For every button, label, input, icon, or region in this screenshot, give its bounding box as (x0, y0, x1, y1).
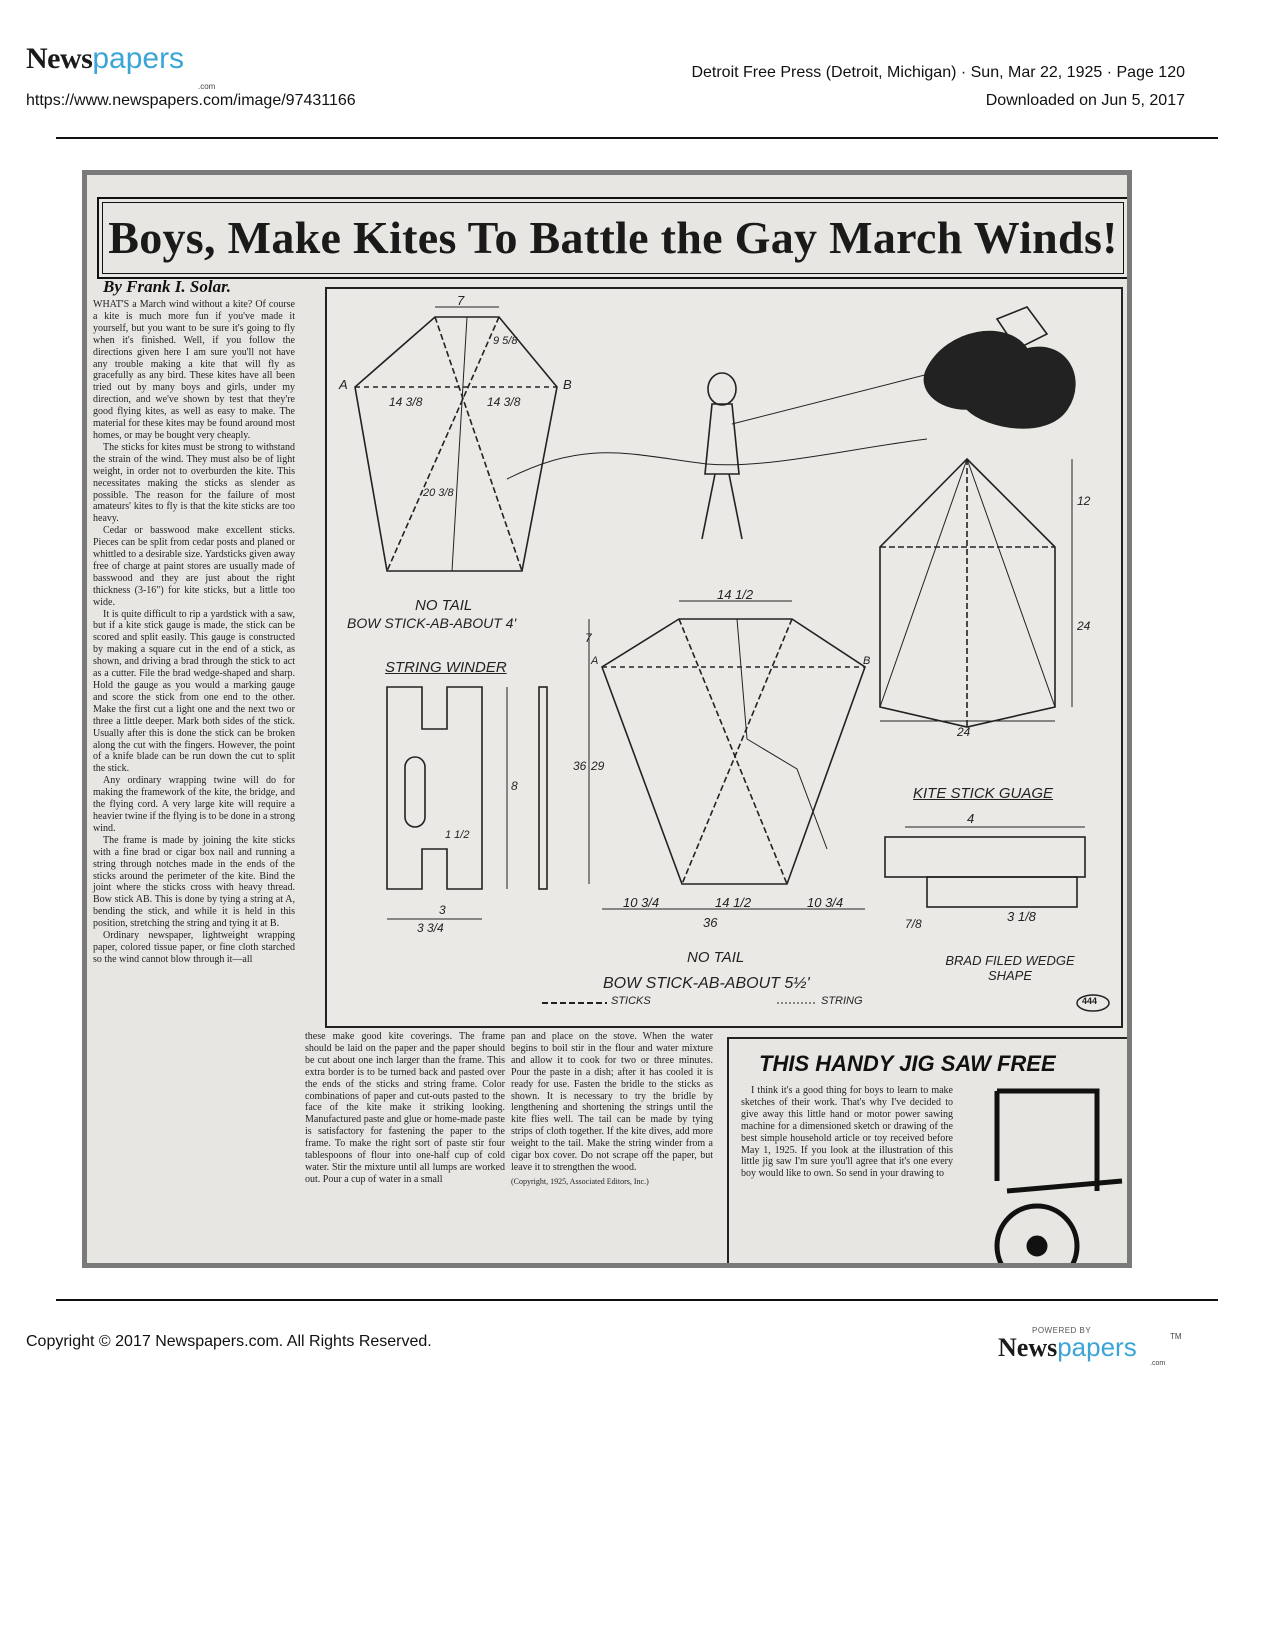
dim-label: 1 1/2 (445, 829, 470, 841)
jig-saw-table (1007, 1181, 1122, 1191)
footer-divider (56, 1299, 1218, 1301)
point-a-label: A (339, 377, 348, 392)
kite-2-cross (682, 619, 792, 884)
string-winder-label: STRING WINDER (385, 659, 507, 676)
legend-sticks: STICKS (611, 995, 651, 1007)
paragraph: Ordinary newspaper, lightweight wrapping paper, colored tissue paper, or fine cloth starched so the wind cannot blow through it—all (93, 930, 295, 965)
tree-cluster (924, 332, 1074, 428)
article-column-1 (93, 299, 295, 1263)
copyright-text: Copyright © 2017 Newspapers.com. All Rights Reserved. (26, 1333, 432, 1350)
article-column-2 (305, 1031, 505, 1263)
image-url[interactable]: https://www.newspapers.com/image/97431166 (26, 92, 356, 109)
article-column-3 (511, 1031, 713, 1263)
dim-label: 3 (439, 903, 446, 917)
kite-1-bridle (452, 317, 467, 571)
hills-line (507, 439, 927, 479)
string-winder-edge (539, 687, 547, 889)
dim-label: 3 1/8 (1007, 909, 1036, 924)
gauge-board (885, 837, 1085, 877)
dim-label: 24 (957, 725, 971, 739)
boy-head (708, 373, 736, 405)
article-headline: Boys, Make Kites To Battle the Gay March Winds! (108, 212, 1118, 263)
copyright-note: (Copyright, 1925, Associated Editors, Inc.) (511, 1176, 649, 1186)
paragraph: WHAT'S a March wind without a kite? Of course a kite is much more fun if you've made it yourself, but you want to be sure it's going to fly when it's finished. Well, if you follow the directions given here I am sure you'll not have any trouble making a kite that will fly as gracefully as any bird. These kites have all been tried out by many boys and girls, under my direction, and we've shown by test that they're good flying kites, as well as easy to make. The material for these kites may be found around most homes, or may be bought very cheaply. (93, 299, 295, 441)
jig-saw-ad (727, 1037, 1127, 1263)
headline-box (97, 197, 1127, 279)
newspaper-clipping (82, 170, 1132, 1268)
string-winder-shape (387, 687, 482, 889)
dim-label: 8 (511, 779, 518, 793)
paragraph: It is quite difficult to rip a yardstick with a saw, but if a kite stick gauge is made, the stick can be scored and split easily. This gauge is constructed by making a square cut in the end of a stick, as shown, and driving a brad through the stick to act as a cutter. File the brad wedge-shaped and sharp. Hold the gauge as you would a marking gauge and score the stick from one end to the other. Make the first cut a light one and the next two or three a little deeper. Mark both sides of the stick. Usually after this is done the stick can be broken along the cut with the fingers. However, the point of a knife blade can be run down the cut to split the stick. (93, 608, 295, 775)
point-a-label: A (591, 655, 599, 667)
legend-string: STRING (821, 995, 863, 1007)
paragraph: pan and place on the stove. When the water begins to boil stir in the flour and water mixture and allow it to cook for two or three minutes. Pour the paste in a dish; after it has cooled it is ready for use. Fasten the bridle to the sticks as shown. It is necessary to try the bridle by lengthening and shortening the strings until the kite flies well. The tail can be made by tying strips of cloth together. If the kite dives, add more weight to the tail. Make the string winder from a cigar box cover. Do not scrape off the paper, but leave it to strengthen the wood. (511, 1031, 713, 1173)
dim-label: 14 1/2 (715, 895, 752, 910)
dim-label: 10 3/4 (807, 895, 844, 910)
brad-wedge-label: BRAD FILED WEDGE SHAPE (945, 953, 1075, 983)
jig-saw-illustration (977, 1081, 1127, 1263)
kite-diagrams (327, 289, 1121, 1026)
kite-1-cross (387, 317, 499, 571)
kite-1-caption: BOW STICK-AB-ABOUT 4' (347, 615, 517, 631)
dim-label: 7/8 (905, 917, 922, 931)
paragraph: these make good kite coverings. The frame should be laid on the paper and the paper should be cut about one inch larger than the frame. This extra border is to be turned back and pasted over the ends of the sticks and string frame. Color combinations of paper and cut-outs pasted to the face of the kite make it striking looking. Manufactured paste and glue or home-made paste is satisfactory for fastening the paper to the frame. To make the right sort of paste stir four tablespoons of flour into one-half cup of cold water. Stir the mixture until all lumps are worked out. Pour a cup of water in a small (305, 1031, 505, 1185)
kite-2-spine (679, 619, 787, 884)
kite-2-caption: BOW STICK-AB-ABOUT 5½' (603, 975, 810, 992)
paragraph: Cedar or basswood make excellent sticks. Pieces can be split from cedar posts and planed or whittled to a desirable size. Yardsticks given away free of charge at paint stores are usually made of basswood and they are just about the right thickness (3-16") for kite sticks, but a little too wide. (93, 525, 295, 608)
point-b-label: B (863, 655, 871, 667)
dim-label: 36 (703, 915, 718, 930)
dim-label: 24 (1077, 619, 1091, 633)
boy-leg-right (729, 474, 742, 539)
dim-label: 14 1/2 (717, 587, 754, 602)
dim-label: 10 3/4 (623, 895, 660, 910)
dim-label: 29 (591, 759, 605, 773)
dim-label: 14 3/8 (389, 395, 423, 409)
paragraph: The frame is made by joining the kite sticks with a fine brad or cigar box nail and running a string through notches made in the ends of the sticks around the perimeter of the kite. Bind the joint where the sticks cross with heavy thread. Bow stick AB. This is done by tying a string at A, bending the stick, and while it is held in this position, stretching the string and tying it at B. (93, 834, 295, 930)
dim-label: 14 3/8 (487, 395, 521, 409)
kite-diagram-plate (325, 287, 1123, 1028)
jig-saw-title: THIS HANDY JIG SAW FREE (759, 1051, 1056, 1076)
dim-label: 12 (1077, 494, 1091, 508)
paragraph: I think it's a good thing for boys to learn to make sketches of their work. That's why I've decided to give away this little hand or motor power sawing machine for a dimensioned sketch or drawing of the best simple household article or toy received before May 1, 1925. If you look at the illustration of this little jig saw I'm sure you'll agree that it's one every boy would like to own. So send in your drawing to (741, 1085, 953, 1180)
boy-leg-left (702, 474, 715, 539)
clipping-paper (87, 175, 1127, 1263)
dim-label: 20 3/8 (423, 487, 454, 499)
kite-stick-gauge-label: KITE STICK GUAGE (913, 785, 1054, 802)
kite-1-outline (355, 317, 557, 571)
jig-saw-text (741, 1085, 953, 1180)
gauge-stick (927, 877, 1077, 907)
newspapers-logo[interactable]: Newspapers .com (26, 42, 216, 91)
paragraph: Any ordinary wrapping twine will do for making the framework of the kite, the bridge, and the flying cord. A very large kite will require a heavier twine if the flying is to be done in a strong wind. (93, 775, 295, 834)
dim-label: 36 (573, 759, 587, 773)
kite-1-spine (435, 317, 522, 571)
download-date: Downloaded on Jun 5, 2017 (985, 92, 1185, 109)
plate-number: 444 (1082, 996, 1098, 1006)
point-b-label: B (563, 377, 572, 392)
paragraph: The sticks for kites must be strong to withstand the strain of the wind. They must also be of light weight, in order not to overburden the kite. This necessitates making the sticks as slender as possible. The reason for the failure of most amateurs' kites to fly is that the kite sticks are too heavy. (93, 441, 295, 525)
header-divider (56, 137, 1218, 139)
dim-label: 7 (457, 293, 465, 308)
dim-label: 7 (585, 631, 592, 645)
dim-label: 3 3/4 (417, 921, 444, 935)
jig-saw-arm (997, 1091, 1097, 1191)
boy-body (705, 404, 739, 474)
dim-label: 9 5/8 (493, 335, 518, 347)
kite-2-no-tail: NO TAIL (687, 949, 745, 966)
jig-saw-hub (1029, 1238, 1045, 1254)
kite-2-bridle (737, 619, 827, 849)
dim-label: 4 (967, 811, 975, 826)
kite-1-no-tail: NO TAIL (415, 597, 473, 614)
article-byline: By Frank I. Solar. (103, 277, 232, 296)
string-winder-slot (405, 757, 425, 827)
publication-info: Detroit Free Press (Detroit, Michigan) · Sun, Mar 22, 1925 · Page 120 (691, 64, 1185, 81)
